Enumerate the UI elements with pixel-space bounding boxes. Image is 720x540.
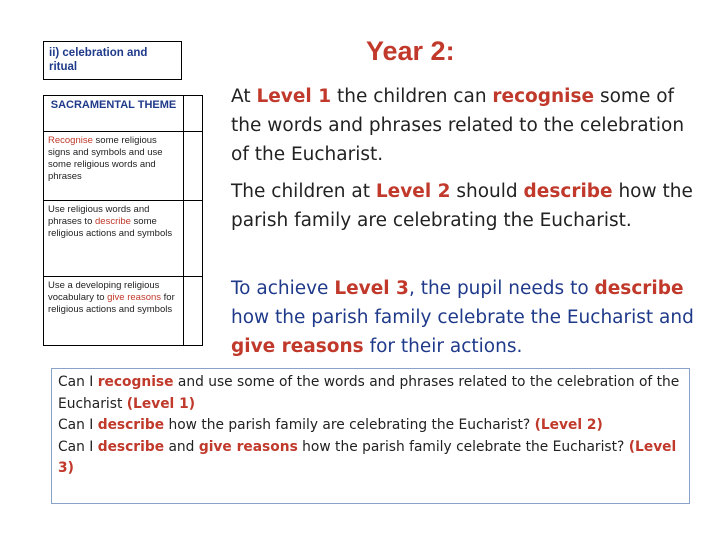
q2-text-2: how the parish family are celebrating the Eucharist?	[164, 417, 535, 433]
q3-keyword-describe: describe	[97, 438, 165, 455]
para2-text-2: should	[450, 181, 524, 202]
level2-descriptor	[44, 201, 184, 277]
para3-text-2: , the pupil needs to	[408, 278, 595, 299]
question-level3	[58, 437, 683, 480]
level3-text-pre: Use a developing religious vocabulary to	[48, 280, 160, 303]
sacramental-theme-table	[43, 95, 203, 346]
q3-text-2: and	[164, 438, 199, 455]
level2-text-post: some religious actions and symbols	[48, 216, 173, 239]
q3-text-1: Can I	[58, 438, 98, 455]
level2-paragraph	[231, 177, 701, 235]
level2-text-pre: Use religious words and phrases to	[48, 204, 150, 227]
level1-text-post: some religious signs and symbols and use some religious words and phrases	[48, 135, 163, 182]
theme-side-cell	[184, 96, 203, 132]
para3-text-4: for their actions.	[363, 336, 523, 357]
q2-text-1: Can I	[58, 417, 98, 433]
q3-keyword-reasons: give reasons	[198, 438, 298, 455]
page-title: Year 2:	[366, 36, 455, 66]
theme-header: SACRAMENTAL THEME	[44, 96, 184, 132]
level2-keyword: describe	[95, 216, 131, 227]
level3-paragraph	[231, 274, 701, 361]
level3-descriptor	[44, 277, 184, 346]
para3-keyword-describe: describe	[594, 278, 684, 299]
para2-level: Level 2	[375, 181, 451, 202]
para1-level: Level 1	[256, 86, 332, 107]
question-level2	[58, 415, 683, 437]
level3-side-cell	[184, 277, 203, 346]
level1-descriptor	[44, 132, 184, 201]
q3-level: (Level 3)	[58, 438, 677, 476]
para3-text-3: how the parish family celebrate the Eucharist and	[231, 307, 694, 328]
q2-keyword: describe	[97, 417, 165, 433]
para2-keyword: describe	[523, 181, 613, 202]
para3-text-1: To achieve	[231, 278, 335, 299]
q1-text-1: Can I	[58, 374, 98, 390]
para2-text-3: how the parish family are celebrating the Eucharist.	[231, 181, 693, 231]
level1-paragraph	[231, 82, 701, 169]
para1-text-2: the children can	[331, 86, 493, 107]
level3-keyword: give reasons	[107, 292, 162, 303]
question-level1	[58, 372, 683, 415]
level2-side-cell	[184, 201, 203, 277]
para2-text-1: The children at	[231, 181, 376, 202]
q2-level: (Level 2)	[534, 417, 603, 433]
topic-label-box	[43, 41, 182, 80]
level3-text-post: for religious actions and symbols	[48, 292, 175, 315]
para3-keyword-reasons: give reasons	[231, 336, 364, 357]
topic-label: ii) celebration and ritual	[49, 47, 148, 73]
q1-keyword: recognise	[97, 374, 174, 390]
level1-keyword: Recognise	[48, 135, 93, 146]
q3-text-3: how the parish family celebrate the Eucharist?	[297, 438, 629, 455]
para3-level: Level 3	[334, 278, 409, 299]
para1-text-3: some of the words and phrases related to the celebration of the Eucharist.	[231, 86, 685, 165]
q1-level: (Level 1)	[126, 395, 195, 412]
self-assessment-box	[51, 368, 690, 504]
para1-keyword: recognise	[492, 86, 595, 107]
q1-text-2: and use some of the words and phrases related to the celebration of the Eucharist	[58, 374, 680, 412]
para1-text-1: At	[231, 86, 257, 107]
level1-side-cell	[184, 132, 203, 201]
